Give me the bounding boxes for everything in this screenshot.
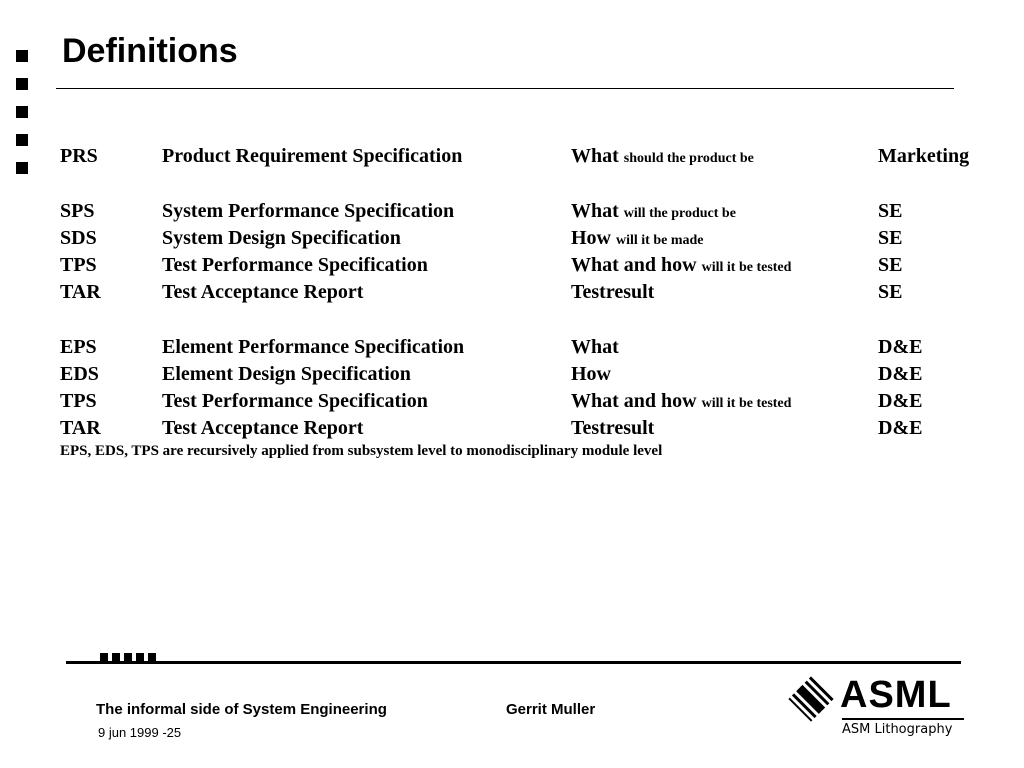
owner: SE xyxy=(878,281,903,303)
abbreviation: TPS xyxy=(60,254,97,276)
footer-title: The informal side of System Engineering xyxy=(96,701,387,718)
full-name: Test Performance Specification xyxy=(162,254,428,276)
purpose-main: Testresult xyxy=(571,417,655,439)
purpose xyxy=(571,144,754,171)
bullet-square-icon xyxy=(16,106,28,118)
purpose-main: What xyxy=(571,336,619,358)
purpose-detail: will it be tested xyxy=(701,396,792,411)
owner: D&E xyxy=(878,417,923,439)
abbreviation: SPS xyxy=(60,200,95,222)
abbreviation: TAR xyxy=(60,417,101,439)
definition-row xyxy=(60,226,1000,253)
owner: D&E xyxy=(878,336,923,358)
slide-bullets xyxy=(16,50,30,190)
purpose xyxy=(571,389,791,416)
footer-date: 9 jun 1999 -25 xyxy=(98,725,182,740)
purpose-main: Testresult xyxy=(571,281,655,303)
full-name: Element Design Specification xyxy=(162,363,411,385)
definition-row xyxy=(60,362,1000,389)
full-name: Test Acceptance Report xyxy=(162,417,364,439)
owner: Marketing xyxy=(878,145,970,167)
definition-row xyxy=(60,280,1000,307)
definition-row xyxy=(60,253,1000,280)
purpose-detail: should the product be xyxy=(623,151,754,166)
bullet-square-icon xyxy=(16,134,28,146)
definitions-table xyxy=(60,144,1000,443)
definition-row xyxy=(60,335,1000,362)
full-name: Product Requirement Specification xyxy=(162,145,463,167)
abbreviation: EPS xyxy=(60,336,97,358)
purpose-main: What and how xyxy=(571,390,697,412)
group-spacer xyxy=(60,307,1000,335)
footer-author: Gerrit Muller xyxy=(506,701,596,718)
title-divider xyxy=(56,88,954,89)
footnote: EPS, EDS, TPS are recursively applied from subsystem level to monodisciplinary module level xyxy=(60,443,663,459)
purpose-main: What and how xyxy=(571,254,697,276)
logo-subtitle: ASM Lithography xyxy=(842,722,953,737)
abbreviation: SDS xyxy=(60,227,97,249)
logo-divider xyxy=(842,718,964,720)
purpose-main: How xyxy=(571,363,611,385)
definition-row xyxy=(60,144,1000,171)
purpose-main: What xyxy=(571,145,619,167)
footer-divider xyxy=(66,661,961,664)
definition-row xyxy=(60,389,1000,416)
full-name: System Design Specification xyxy=(162,227,401,249)
purpose-detail: will it be tested xyxy=(701,260,792,275)
purpose xyxy=(571,199,736,226)
logo-wordmark: ASML xyxy=(840,674,952,716)
abbreviation: EDS xyxy=(60,363,99,385)
group-spacer xyxy=(60,171,1000,199)
purpose xyxy=(571,416,654,440)
bullet-square-icon xyxy=(16,50,28,62)
bullet-square-icon xyxy=(16,162,28,174)
full-name: Test Performance Specification xyxy=(162,390,428,412)
abbreviation: PRS xyxy=(60,145,98,167)
purpose-detail: will the product be xyxy=(623,206,736,221)
full-name: Test Acceptance Report xyxy=(162,281,364,303)
purpose xyxy=(571,280,654,304)
purpose xyxy=(571,335,619,359)
full-name: Element Performance Specification xyxy=(162,336,465,358)
purpose xyxy=(571,362,611,386)
abbreviation: TPS xyxy=(60,390,97,412)
abbreviation: TAR xyxy=(60,281,101,303)
owner: SE xyxy=(878,227,903,249)
purpose xyxy=(571,253,791,280)
owner: D&E xyxy=(878,390,923,412)
owner: SE xyxy=(878,254,903,276)
bullet-square-icon xyxy=(16,78,28,90)
purpose xyxy=(571,226,704,253)
asml-mark-icon xyxy=(786,674,836,724)
definition-row xyxy=(60,416,1000,443)
full-name: System Performance Specification xyxy=(162,200,455,222)
definition-row xyxy=(60,199,1000,226)
owner: SE xyxy=(878,200,903,222)
owner: D&E xyxy=(878,363,923,385)
purpose-main: What xyxy=(571,200,619,222)
slide-title: Definitions xyxy=(62,32,238,70)
asml-logo xyxy=(786,672,966,742)
purpose-main: How xyxy=(571,227,611,249)
purpose-detail: will it be made xyxy=(616,233,704,248)
